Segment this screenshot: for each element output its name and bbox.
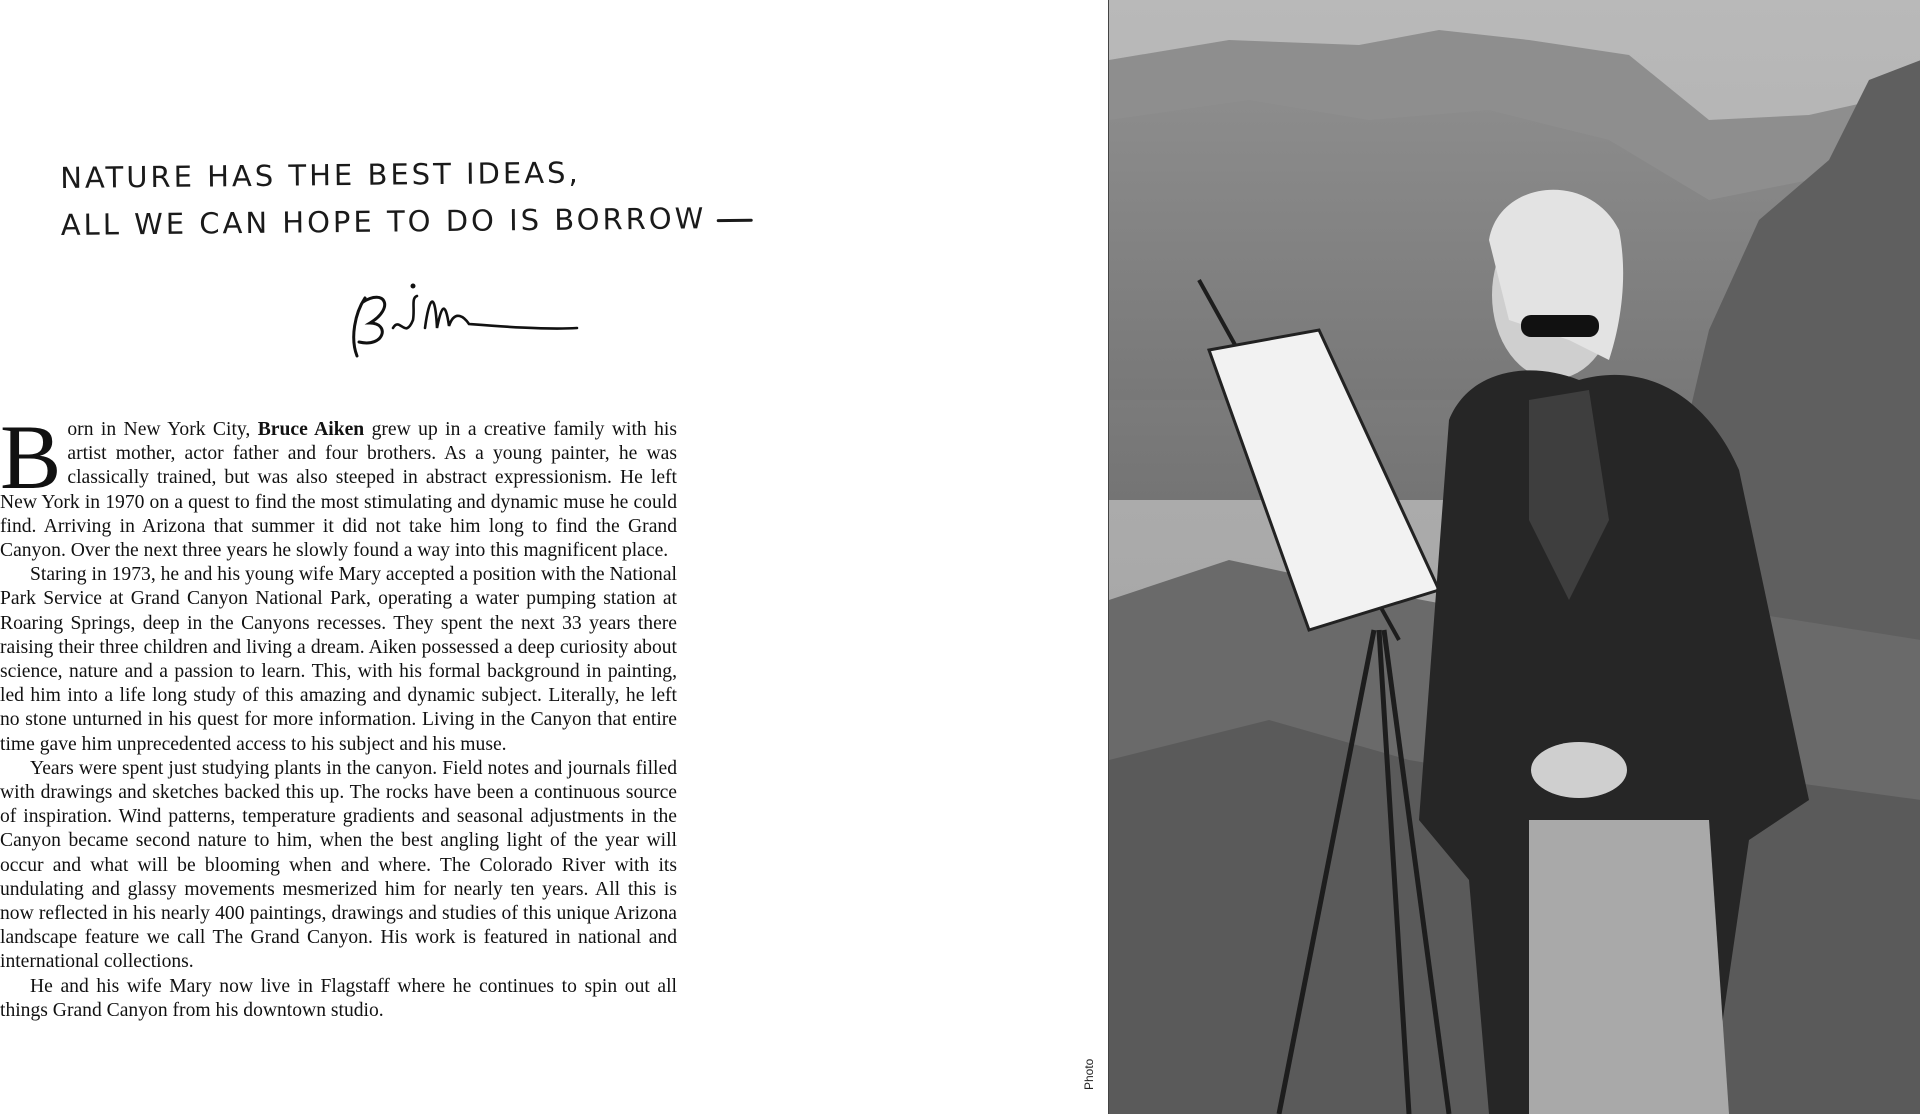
drop-cap: B [0, 406, 62, 508]
bio-paragraph-1 [0, 406, 677, 563]
bio-paragraph-2: Staring in 1973, he and his young wife Mary accepted a position with the National Park Service at Grand Canyon National Park, operating a water pumping station at Roaring Springs, deep in the Canyons recesses. They spent the next 33 years there raising their three children and living a dream. Aiken possessed a deep curiosity about science, nature and a passion to learn. This, with his formal background in painting, led him into a life long study of this amazing and dynamic subject. Literally, he left no stone unturned in his quest for more information. Living in the Canyon that entire time gave him unprecedented access to his subject and his muse. [0, 564, 677, 755]
quote-dash [716, 218, 752, 221]
bio-p1-rest: grew up in a creative family with his artist mother, actor father and four brothers. As a young painter, he was classically trained, but was also steeped in abstract expressionism. He left New York in 1970 on a quest to find the most stimulating and dynamic muse he could find. Arriving in Arizona that summer it did not take him long to find the Grand Canyon. Over the next three years he slowly found a way into this magnificent place. [0, 419, 677, 562]
photo-illustration [1109, 0, 1920, 1114]
bio-paragraph-4: He and his wife Mary now live in Flagstaff where he continues to spin out all things Grand Canyon from his downtown studio. [0, 975, 677, 1021]
artist-name: Bruce Aiken [257, 419, 365, 440]
signature [345, 268, 585, 364]
quote-line-1: NATURE HAS THE BEST IDEAS, [60, 155, 581, 195]
quote-line-2-text: ALL WE CAN HOPE TO DO IS BORROW [60, 201, 707, 242]
biography [0, 406, 677, 1023]
bio-paragraph-3: Years were spent just studying plants in the canyon. Field notes and journals filled with drawings and sketches backed this up. The rocks have been a continuous source of inspiration. Wind patterns, temperature gradients and seasonal adjustments in the Canyon became second nature to him, when the best angling light of the year will occur and what will be blooming when and where. The Colorado River with its undulating and glassy movements mesmerized him for nearly ten years. All this is now reflected in his nearly 400 paintings, drawings and studies of this unique Arizona landscape feature we call The Grand Canyon. His work is featured in national and international collections. [0, 757, 677, 973]
artist-photo [1108, 0, 1920, 1114]
bio-p1-lead: orn in New York City, [67, 419, 258, 440]
handwritten-quote [60, 148, 707, 249]
quote-line-2 [60, 195, 707, 249]
photo-credit: Photo [1082, 1058, 1096, 1090]
jeans [1529, 820, 1729, 1114]
